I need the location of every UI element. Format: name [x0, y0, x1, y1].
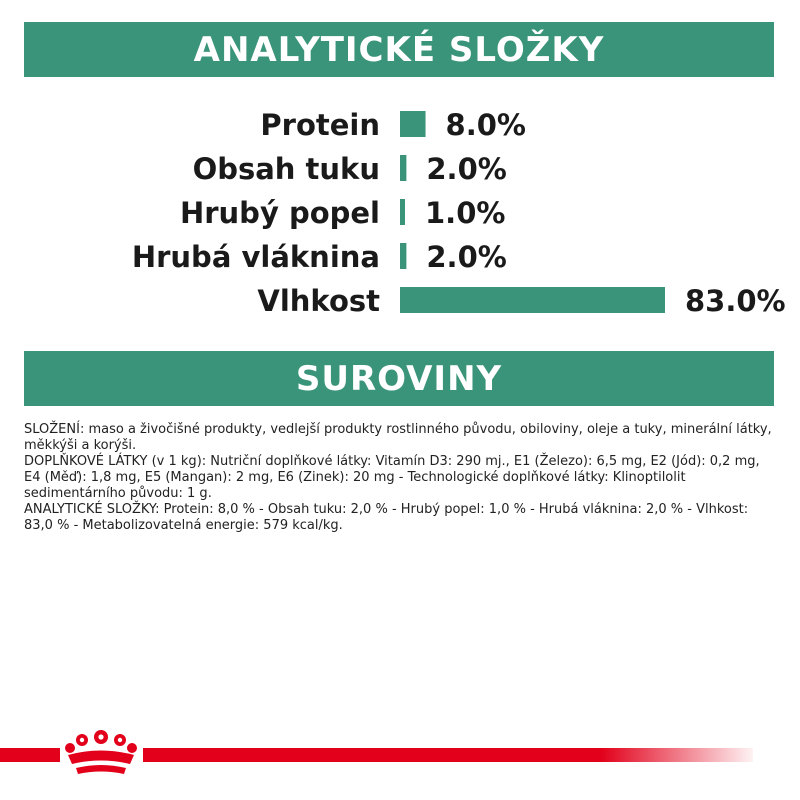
bar	[400, 199, 405, 225]
value-label: 2.0%	[426, 240, 507, 274]
analytical-components-title: ANALYTICKÉ SLOŽKY	[193, 29, 605, 70]
ingredients-title: SUROVINY	[295, 358, 503, 399]
value-label: 8.0%	[445, 108, 526, 142]
value-label: 2.0%	[426, 152, 507, 186]
composition-text	[24, 422, 772, 534]
composition-paragraph: SLOŽENÍ: maso a živočišné produkty, vedlejší produkty rostlinného původu, obiloviny, oleje a tuky, minerální látky, měkkýši a korýši.	[24, 422, 772, 453]
analytical-components-banner	[24, 22, 774, 77]
value-label: 1.0%	[425, 196, 506, 230]
category-label: Hrubý popel	[179, 196, 380, 230]
category-label: Protein	[260, 108, 380, 142]
category-label: Vlhkost	[257, 284, 380, 318]
royal-canin-crown-icon	[60, 728, 142, 780]
footer-stripe-left	[0, 748, 60, 762]
bar	[400, 287, 665, 313]
additives-paragraph: DOPLŇKOVÉ LÁTKY (v 1 kg): Nutriční doplňkové látky: Vitamín D3: 290 mj., E1 (Železo): 6,5 mg, E2 (Jód): 0,2 mg, E4 (Měď): 1,8 mg, E5 (Mangan): 2 mg, E6 (Zinek): 20 mg - Technologické doplňkové látky: Klinoptilolit sedimentárního původu: 1 g.	[24, 454, 760, 501]
bar	[400, 111, 426, 137]
ingredients-banner	[24, 351, 774, 406]
value-label: 83.0%	[685, 284, 786, 318]
footer-stripe-right	[143, 748, 753, 762]
category-label: Hrubá vláknina	[131, 240, 380, 274]
analytical-components-chart	[0, 100, 800, 330]
bar	[400, 155, 406, 181]
category-label: Obsah tuku	[192, 152, 380, 186]
analytical-paragraph: ANALYTICKÉ SLOŽKY: Protein: 8,0 % - Obsah tuku: 2,0 % - Hrubý popel: 1,0 % - Hrubá vláknina: 2,0 % - Vlhkost: 83,0 % - Metabolizovatelná energie: 579 kcal/kg.	[24, 502, 749, 533]
bar	[400, 243, 406, 269]
